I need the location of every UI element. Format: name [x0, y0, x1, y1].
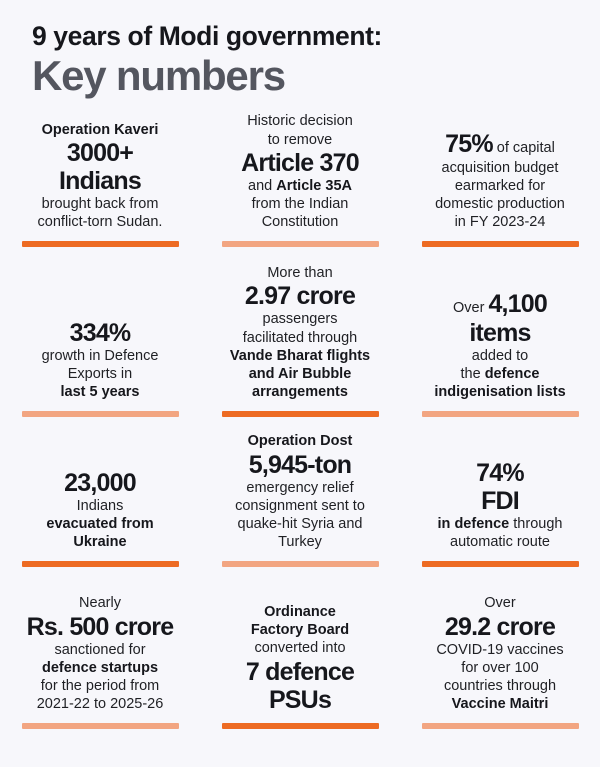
stat-emphasis: Ordinance	[264, 603, 336, 620]
stat-line: converted into	[254, 640, 346, 657]
stat-emphasis: evacuated from	[46, 516, 154, 533]
stat-cell-body	[412, 594, 588, 713]
stat-line	[12, 121, 188, 139]
stat-line	[12, 469, 188, 497]
stat-cell-defence-indigenisation-items	[400, 263, 600, 433]
stat-line: the defence	[460, 366, 540, 383]
page-title-line2: Key numbers	[32, 51, 285, 99]
stat-emphasis: Vaccine Maitri	[451, 696, 549, 713]
stat-line: brought back from	[41, 196, 159, 213]
stat-line	[412, 319, 588, 347]
stat-cell-operation-kaveri	[0, 113, 200, 263]
stat-cell-underline	[222, 411, 379, 417]
stat-cell-defence-startups-funding	[0, 583, 200, 745]
stat-line: for over 100	[461, 659, 539, 676]
stat-line: automatic route	[450, 534, 550, 551]
stat-line: earmarked for	[454, 177, 546, 194]
stat-cell-article-370	[200, 113, 400, 263]
stat-emphasis: and Air Bubble	[248, 366, 352, 383]
stat-emphasis: Vande Bharat flights	[229, 347, 371, 364]
stat-line: to remove	[267, 131, 333, 148]
stat-figure: 75%	[445, 130, 493, 159]
stat-line: in FY 2023-24	[454, 214, 546, 231]
stat-cell-body	[412, 131, 588, 232]
stat-line	[212, 451, 388, 479]
stat-line	[212, 621, 388, 639]
stat-figure: Indians	[59, 167, 141, 196]
stat-line	[212, 365, 388, 383]
stat-cell-underline	[222, 561, 379, 567]
stat-cell-defence-exports-growth	[0, 263, 200, 433]
stat-cell-body	[212, 603, 388, 714]
stat-line: from the Indian	[251, 196, 349, 213]
stat-emphasis: Factory Board	[250, 622, 350, 639]
stat-line: More than	[267, 265, 333, 282]
stat-line: for the period from	[40, 678, 160, 695]
stat-figure: FDI	[481, 487, 519, 516]
stat-emphasis: indigenisation lists	[434, 384, 566, 401]
stat-cell-body	[12, 319, 188, 402]
stat-line: in defence through	[437, 516, 563, 533]
stat-figure: PSUs	[268, 685, 332, 714]
stat-cell-body	[212, 432, 388, 551]
stat-figure: 3000+	[66, 139, 134, 168]
stat-line	[12, 139, 188, 167]
stat-cell-vaccine-maitri	[400, 583, 600, 745]
stat-line: and Article 35A	[248, 177, 352, 194]
stat-cell-body	[12, 121, 188, 232]
stat-cell-ordinance-factory-board	[200, 583, 400, 745]
stat-line	[12, 533, 188, 551]
stat-emphasis: defence startups	[41, 659, 159, 676]
stat-emphasis: Ukraine	[73, 534, 127, 551]
stat-cell-underline	[422, 561, 579, 567]
stat-line: emergency relief	[246, 479, 354, 496]
stat-line: acquisition budget	[441, 159, 559, 176]
stat-figure: 4,100	[488, 290, 547, 319]
stat-line: Exports in	[67, 366, 133, 383]
stat-cell-underline	[222, 723, 379, 729]
stat-line: countries through	[443, 678, 557, 695]
stat-emphasis: Operation Dost	[247, 433, 353, 450]
stat-emphasis: arrangements	[252, 384, 348, 401]
stat-line: Historic decision	[247, 113, 353, 130]
stat-line: domestic production	[435, 196, 565, 213]
stat-figure: 5,945-ton	[248, 450, 352, 479]
stat-line	[212, 603, 388, 621]
stat-line: Nearly	[79, 595, 121, 612]
stat-line: consignment sent to	[235, 497, 365, 514]
header	[0, 0, 600, 103]
stat-line: added to	[471, 347, 529, 364]
stat-line: sanctioned for	[54, 641, 146, 658]
stat-line: COVID-19 vaccines	[436, 641, 564, 658]
page-title-line1: 9 years of Modi government:	[32, 21, 382, 51]
stat-line: Over	[484, 595, 516, 612]
stat-cell-underline	[22, 411, 179, 417]
stat-line	[212, 432, 388, 450]
stat-figure: 23,000	[64, 468, 136, 497]
stat-figure: 29.2 crore	[444, 612, 556, 641]
stat-cell-underline	[22, 561, 179, 567]
stat-figure: 74%	[476, 459, 524, 488]
stat-line: facilitated through	[242, 329, 358, 346]
stat-cell-underline	[422, 241, 579, 247]
stat-cell-underline	[22, 241, 179, 247]
stat-cell-underline	[222, 241, 379, 247]
stat-emphasis: Operation Kaveri	[41, 121, 159, 138]
stat-line	[412, 613, 588, 641]
stat-cell-operation-dost	[200, 433, 400, 583]
stat-line	[212, 347, 388, 365]
stat-line	[212, 149, 388, 177]
stat-line	[412, 459, 588, 487]
stat-figure: 2.97 crore	[244, 282, 356, 311]
stat-line: Constitution	[261, 214, 339, 231]
stat-figure: 7 defence	[245, 657, 355, 686]
stat-line: Turkey	[278, 534, 322, 551]
stat-line	[212, 282, 388, 310]
stat-emphasis: Article 35A	[276, 177, 352, 194]
stat-cell-capital-acquisition-75pc	[400, 113, 600, 263]
stat-line	[412, 487, 588, 515]
stat-figure: items	[469, 318, 531, 347]
stat-cell-body	[12, 469, 188, 552]
stat-line	[12, 319, 188, 347]
stat-line: growth in Defence	[41, 347, 159, 364]
stat-line: passengers	[262, 311, 338, 328]
stat-line: 75% of capital	[445, 130, 555, 159]
stat-line: 2021-22 to 2025-26	[36, 696, 164, 713]
stat-line	[412, 383, 588, 401]
stat-cell-vande-bharat-passengers	[200, 263, 400, 433]
stat-cell-underline	[422, 723, 579, 729]
stat-line	[12, 613, 188, 641]
stat-line	[212, 686, 388, 714]
stat-cell-underline	[422, 411, 579, 417]
stat-figure: Rs. 500 crore	[26, 612, 174, 641]
stat-line	[12, 167, 188, 195]
stat-cell-ukraine-evacuation	[0, 433, 200, 583]
stat-emphasis: in defence	[437, 516, 510, 533]
stat-line	[412, 695, 588, 713]
stat-line	[12, 659, 188, 677]
stat-emphasis: defence	[484, 366, 540, 383]
stat-line	[12, 383, 188, 401]
stat-cell-body	[212, 264, 388, 402]
stat-emphasis: last 5 years	[60, 384, 140, 401]
stat-cell-body	[412, 291, 588, 401]
stat-line	[212, 383, 388, 401]
stat-line	[212, 658, 388, 686]
stats-grid	[0, 113, 600, 745]
stat-cell-underline	[22, 723, 179, 729]
stat-line: Over 4,100	[452, 290, 547, 319]
stat-figure: 334%	[69, 318, 131, 347]
stat-figure: Article 370	[241, 148, 359, 177]
stat-cell-body	[12, 594, 188, 713]
stat-line: quake-hit Syria and	[237, 516, 363, 533]
stat-line	[12, 515, 188, 533]
stat-cell-fdi-defence	[400, 433, 600, 583]
stat-line: Indians	[76, 497, 124, 514]
stat-line: conflict-torn Sudan.	[37, 214, 163, 231]
stat-cell-body	[412, 459, 588, 552]
stat-cell-body	[212, 112, 388, 231]
